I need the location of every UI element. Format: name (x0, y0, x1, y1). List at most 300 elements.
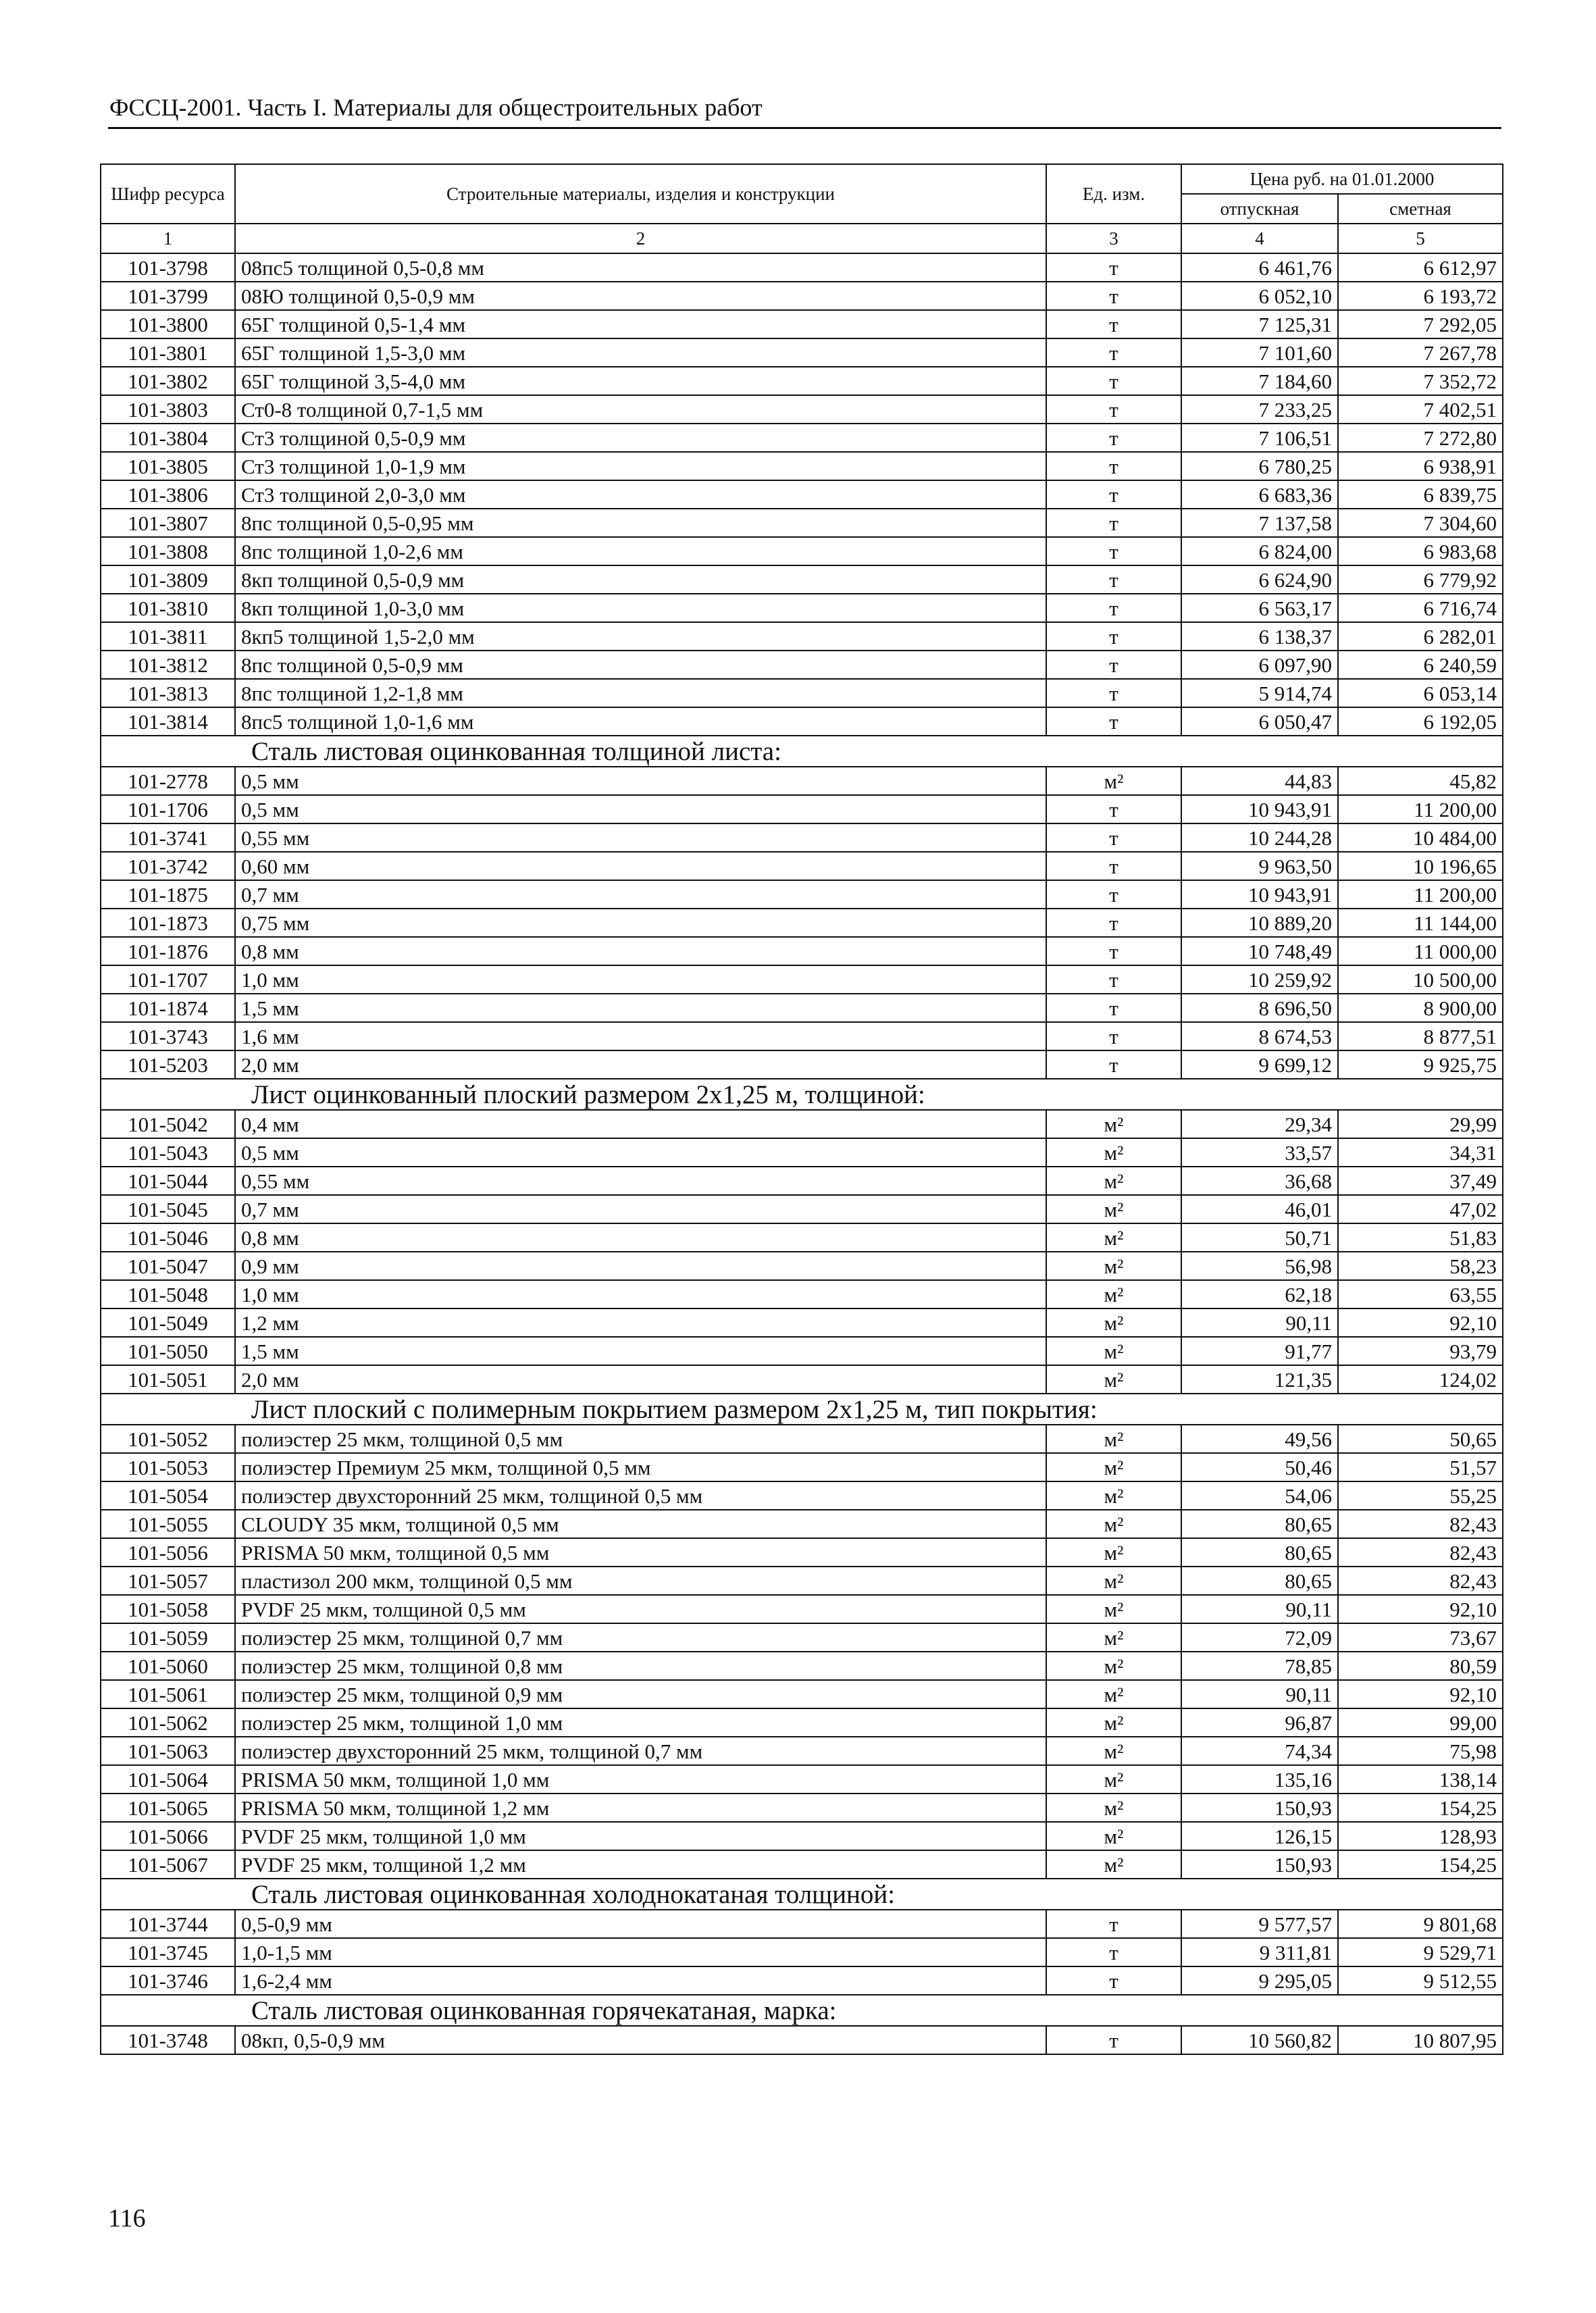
material-name: CLOUDY 35 мкм, толщиной 0,5 мм (235, 1510, 1046, 1538)
release-price: 6 563,17 (1181, 594, 1338, 622)
resource-code: 101-5051 (101, 1365, 235, 1394)
estimate-price: 9 512,55 (1338, 1966, 1503, 1995)
unit-cell: м² (1046, 1567, 1181, 1595)
resource-code: 101-5053 (101, 1453, 235, 1481)
estimate-price: 93,79 (1338, 1337, 1503, 1365)
resource-code: 101-5060 (101, 1652, 235, 1680)
estimate-price: 75,98 (1338, 1737, 1503, 1765)
release-price: 46,01 (1181, 1195, 1338, 1223)
estimate-price: 63,55 (1338, 1280, 1503, 1308)
unit-cell: т (1046, 509, 1181, 537)
resource-code: 101-3802 (101, 367, 235, 395)
material-name: 0,4 мм (235, 1110, 1046, 1138)
table-row (101, 1708, 1503, 1737)
release-price: 121,35 (1181, 1365, 1338, 1394)
estimate-price: 92,10 (1338, 1308, 1503, 1337)
header-unit: Ед. изм. (1046, 164, 1181, 224)
table-row (101, 1850, 1503, 1879)
estimate-price: 58,23 (1338, 1252, 1503, 1280)
resource-code: 101-5056 (101, 1538, 235, 1567)
release-price: 6 097,90 (1181, 651, 1338, 679)
table-row (101, 1680, 1503, 1708)
material-name: 0,7 мм (235, 880, 1046, 909)
release-price: 50,71 (1181, 1223, 1338, 1252)
release-price: 80,65 (1181, 1510, 1338, 1538)
unit-cell: т (1046, 1966, 1181, 1995)
release-price: 7 125,31 (1181, 310, 1338, 338)
estimate-price: 80,59 (1338, 1652, 1503, 1680)
material-name: 0,5 мм (235, 767, 1046, 795)
material-name: полиэстер 25 мкм, толщиной 0,5 мм (235, 1425, 1046, 1453)
unit-cell: т (1046, 310, 1181, 338)
release-price: 29,34 (1181, 1110, 1338, 1138)
material-name: 8пс толщиной 1,0-2,6 мм (235, 537, 1046, 565)
material-name: Ст0-8 толщиной 0,7-1,5 мм (235, 395, 1046, 424)
unit-cell: м² (1046, 1765, 1181, 1794)
table-row (101, 707, 1503, 736)
group-heading: Лист плоский с полимерным покрытием размером 2х1,25 м, тип покрытия: (101, 1394, 1503, 1425)
release-price: 10 244,28 (1181, 823, 1338, 852)
estimate-price: 154,25 (1338, 1794, 1503, 1822)
release-price: 44,83 (1181, 767, 1338, 795)
resource-code: 101-3800 (101, 310, 235, 338)
unit-cell: т (1046, 852, 1181, 880)
table-row (101, 395, 1503, 424)
header-release: отпускная (1181, 194, 1338, 224)
release-price: 9 963,50 (1181, 852, 1338, 880)
resource-code: 101-5045 (101, 1195, 235, 1223)
release-price: 50,46 (1181, 1453, 1338, 1481)
estimate-price: 6 612,97 (1338, 253, 1503, 282)
unit-cell: м² (1046, 1652, 1181, 1680)
estimate-price: 9 529,71 (1338, 1938, 1503, 1966)
resource-code: 101-3804 (101, 424, 235, 452)
resource-code: 101-5054 (101, 1481, 235, 1510)
resource-code: 101-3812 (101, 651, 235, 679)
resource-code: 101-5057 (101, 1567, 235, 1595)
release-price: 9 699,12 (1181, 1050, 1338, 1079)
estimate-price: 7 304,60 (1338, 509, 1503, 537)
release-price: 7 184,60 (1181, 367, 1338, 395)
estimate-price: 29,99 (1338, 1110, 1503, 1138)
unit-cell: т (1046, 452, 1181, 480)
unit-cell: т (1046, 282, 1181, 310)
material-name: PRISMA 50 мкм, толщиной 1,2 мм (235, 1794, 1046, 1822)
material-name: 1,0 мм (235, 1280, 1046, 1308)
resource-code: 101-5065 (101, 1794, 235, 1822)
estimate-price: 34,31 (1338, 1138, 1503, 1167)
resource-code: 101-5050 (101, 1337, 235, 1365)
material-name: полиэстер Премиум 25 мкм, толщиной 0,5 мм (235, 1453, 1046, 1481)
resource-code: 101-3744 (101, 1910, 235, 1938)
estimate-price: 6 983,68 (1338, 537, 1503, 565)
resource-code: 101-2778 (101, 767, 235, 795)
unit-cell: т (1046, 622, 1181, 651)
resource-code: 101-1707 (101, 965, 235, 994)
material-name: 2,0 мм (235, 1050, 1046, 1079)
estimate-price: 82,43 (1338, 1567, 1503, 1595)
release-price: 150,93 (1181, 1850, 1338, 1879)
table-row (101, 1138, 1503, 1167)
table-row (101, 1425, 1503, 1453)
table-row (101, 1765, 1503, 1794)
release-price: 49,56 (1181, 1425, 1338, 1453)
estimate-price: 82,43 (1338, 1538, 1503, 1567)
release-price: 8 674,53 (1181, 1022, 1338, 1050)
resource-code: 101-3813 (101, 679, 235, 707)
estimate-price: 6 779,92 (1338, 565, 1503, 594)
resource-code: 101-5042 (101, 1110, 235, 1138)
resource-code: 101-5052 (101, 1425, 235, 1453)
unit-cell: т (1046, 965, 1181, 994)
unit-cell: т (1046, 424, 1181, 452)
release-price: 9 295,05 (1181, 1966, 1338, 1995)
release-price: 10 943,91 (1181, 795, 1338, 823)
unit-cell: т (1046, 338, 1181, 367)
table-row (101, 1510, 1503, 1538)
estimate-price: 9 925,75 (1338, 1050, 1503, 1079)
table-row (101, 1966, 1503, 1995)
unit-cell: м² (1046, 1595, 1181, 1623)
table-row (101, 965, 1503, 994)
table-row (101, 594, 1503, 622)
unit-cell: т (1046, 707, 1181, 736)
header-code: Шифр ресурса (101, 164, 235, 224)
table-row (101, 823, 1503, 852)
table-row (101, 1110, 1503, 1138)
release-price: 8 696,50 (1181, 994, 1338, 1022)
material-name: полиэстер двухсторонний 25 мкм, толщиной 0,5 мм (235, 1481, 1046, 1510)
release-price: 7 137,58 (1181, 509, 1338, 537)
group-heading-row (101, 1394, 1503, 1425)
resource-code: 101-3807 (101, 509, 235, 537)
table-row (101, 253, 1503, 282)
resource-code: 101-3811 (101, 622, 235, 651)
header-rule (108, 127, 1501, 129)
resource-code: 101-3743 (101, 1022, 235, 1050)
material-name: 0,7 мм (235, 1195, 1046, 1223)
material-name: 8кп5 толщиной 1,5-2,0 мм (235, 622, 1046, 651)
release-price: 90,11 (1181, 1308, 1338, 1337)
estimate-price: 138,14 (1338, 1765, 1503, 1794)
table-row (101, 1453, 1503, 1481)
release-price: 33,57 (1181, 1138, 1338, 1167)
unit-cell: т (1046, 795, 1181, 823)
release-price: 150,93 (1181, 1794, 1338, 1822)
material-name: пластизол 200 мкм, толщиной 0,5 мм (235, 1567, 1046, 1595)
resource-code: 101-5067 (101, 1850, 235, 1879)
release-price: 6 780,25 (1181, 452, 1338, 480)
material-name: PVDF 25 мкм, толщиной 1,2 мм (235, 1850, 1046, 1879)
table-row (101, 622, 1503, 651)
column-number: 3 (1046, 224, 1181, 253)
material-name: 08Ю толщиной 0,5-0,9 мм (235, 282, 1046, 310)
table-row (101, 424, 1503, 452)
unit-cell: т (1046, 565, 1181, 594)
estimate-price: 37,49 (1338, 1167, 1503, 1195)
material-name: 0,75 мм (235, 909, 1046, 937)
table-row (101, 795, 1503, 823)
estimate-price: 6 193,72 (1338, 282, 1503, 310)
unit-cell: м² (1046, 1850, 1181, 1879)
group-heading: Сталь листовая оцинкованная холоднокатаная толщиной: (101, 1879, 1503, 1910)
resource-code: 101-5048 (101, 1280, 235, 1308)
table-row (101, 1910, 1503, 1938)
resource-code: 101-5046 (101, 1223, 235, 1252)
estimate-price: 8 877,51 (1338, 1022, 1503, 1050)
material-name: 1,0 мм (235, 965, 1046, 994)
estimate-price: 92,10 (1338, 1680, 1503, 1708)
estimate-price: 8 900,00 (1338, 994, 1503, 1022)
table-row (101, 452, 1503, 480)
estimate-price: 6 716,74 (1338, 594, 1503, 622)
material-name: 0,55 мм (235, 1167, 1046, 1195)
unit-cell: т (1046, 1050, 1181, 1079)
estimate-price: 124,02 (1338, 1365, 1503, 1394)
unit-cell: т (1046, 367, 1181, 395)
material-name: полиэстер 25 мкм, толщиной 0,8 мм (235, 1652, 1046, 1680)
unit-cell: т (1046, 537, 1181, 565)
resource-code: 101-3808 (101, 537, 235, 565)
release-price: 91,77 (1181, 1337, 1338, 1365)
release-price: 10 259,92 (1181, 965, 1338, 994)
unit-cell: м² (1046, 1538, 1181, 1567)
resource-code: 101-5058 (101, 1595, 235, 1623)
unit-cell: м² (1046, 1138, 1181, 1167)
unit-cell: м² (1046, 1280, 1181, 1308)
material-name: 8пс5 толщиной 1,0-1,6 мм (235, 707, 1046, 736)
unit-cell: т (1046, 253, 1181, 282)
estimate-price: 6 839,75 (1338, 480, 1503, 509)
table-row (101, 937, 1503, 965)
table-row (101, 282, 1503, 310)
release-price: 7 106,51 (1181, 424, 1338, 452)
release-price: 6 052,10 (1181, 282, 1338, 310)
material-name: 8пс толщиной 0,5-0,9 мм (235, 651, 1046, 679)
release-price: 90,11 (1181, 1595, 1338, 1623)
header-estimate: сметная (1338, 194, 1503, 224)
table-row (101, 1822, 1503, 1850)
table-row (101, 480, 1503, 509)
unit-cell: т (1046, 594, 1181, 622)
resource-code: 101-1875 (101, 880, 235, 909)
unit-cell: м² (1046, 1481, 1181, 1510)
release-price: 6 824,00 (1181, 537, 1338, 565)
release-price: 135,16 (1181, 1765, 1338, 1794)
table-row (101, 1595, 1503, 1623)
unit-cell: м² (1046, 1708, 1181, 1737)
table-row (101, 1308, 1503, 1337)
page-number: 116 (108, 2204, 146, 2233)
release-price: 72,09 (1181, 1623, 1338, 1652)
table-row (101, 1337, 1503, 1365)
estimate-price: 51,57 (1338, 1453, 1503, 1481)
page-header: ФССЦ-2001. Часть I. Материалы для общестроительных работ (109, 94, 763, 121)
resource-code: 101-3799 (101, 282, 235, 310)
resource-code: 101-5044 (101, 1167, 235, 1195)
resource-code: 101-5064 (101, 1765, 235, 1794)
table-row (101, 2026, 1503, 2054)
material-name: PRISMA 50 мкм, толщиной 1,0 мм (235, 1765, 1046, 1794)
unit-cell: т (1046, 1910, 1181, 1938)
resource-code: 101-3814 (101, 707, 235, 736)
table-row (101, 880, 1503, 909)
estimate-price: 6 282,01 (1338, 622, 1503, 651)
material-name: полиэстер 25 мкм, толщиной 0,7 мм (235, 1623, 1046, 1652)
estimate-price: 99,00 (1338, 1708, 1503, 1737)
estimate-price: 6 938,91 (1338, 452, 1503, 480)
unit-cell: м² (1046, 1308, 1181, 1337)
estimate-price: 10 484,00 (1338, 823, 1503, 852)
estimate-price: 11 000,00 (1338, 937, 1503, 965)
table-row (101, 367, 1503, 395)
table-row (101, 1252, 1503, 1280)
resource-code: 101-3748 (101, 2026, 235, 2054)
unit-cell: т (1046, 994, 1181, 1022)
resource-code: 101-5063 (101, 1737, 235, 1765)
release-price: 54,06 (1181, 1481, 1338, 1510)
estimate-price: 55,25 (1338, 1481, 1503, 1510)
resource-code: 101-1874 (101, 994, 235, 1022)
table-row (101, 994, 1503, 1022)
resource-code: 101-3810 (101, 594, 235, 622)
resource-code: 101-3805 (101, 452, 235, 480)
estimate-price: 47,02 (1338, 1195, 1503, 1223)
material-name: 8пс толщиной 0,5-0,95 мм (235, 509, 1046, 537)
resource-code: 101-3746 (101, 1966, 235, 1995)
release-price: 7 233,25 (1181, 395, 1338, 424)
estimate-price: 7 292,05 (1338, 310, 1503, 338)
table-row (101, 565, 1503, 594)
unit-cell: т (1046, 651, 1181, 679)
unit-cell: м² (1046, 1337, 1181, 1365)
material-name: 0,55 мм (235, 823, 1046, 852)
material-name: 0,9 мм (235, 1252, 1046, 1280)
column-number: 5 (1338, 224, 1503, 253)
release-price: 6 050,47 (1181, 707, 1338, 736)
estimate-price: 50,65 (1338, 1425, 1503, 1453)
estimate-price: 7 402,51 (1338, 395, 1503, 424)
unit-cell: т (1046, 679, 1181, 707)
material-name: 0,5 мм (235, 795, 1046, 823)
unit-cell: м² (1046, 1365, 1181, 1394)
resource-code: 101-5049 (101, 1308, 235, 1337)
release-price: 7 101,60 (1181, 338, 1338, 367)
estimate-price: 6 192,05 (1338, 707, 1503, 736)
unit-cell: т (1046, 480, 1181, 509)
unit-cell: т (1046, 909, 1181, 937)
estimate-price: 10 500,00 (1338, 965, 1503, 994)
group-heading: Лист оцинкованный плоский размером 2х1,25 м, толщиной: (101, 1079, 1503, 1110)
unit-cell: м² (1046, 1110, 1181, 1138)
resource-code: 101-1706 (101, 795, 235, 823)
resource-code: 101-1873 (101, 909, 235, 937)
estimate-price: 73,67 (1338, 1623, 1503, 1652)
unit-cell: м² (1046, 1623, 1181, 1652)
group-heading-row (101, 1079, 1503, 1110)
table-row (101, 1481, 1503, 1510)
material-name: полиэстер 25 мкм, толщиной 0,9 мм (235, 1680, 1046, 1708)
estimate-price: 92,10 (1338, 1595, 1503, 1623)
table-row (101, 537, 1503, 565)
material-name: 1,2 мм (235, 1308, 1046, 1337)
release-price: 36,68 (1181, 1167, 1338, 1195)
material-name: 08кп, 0,5-0,9 мм (235, 2026, 1046, 2054)
release-price: 80,65 (1181, 1567, 1338, 1595)
resource-code: 101-5062 (101, 1708, 235, 1737)
release-price: 80,65 (1181, 1538, 1338, 1567)
column-number: 4 (1181, 224, 1338, 253)
material-name: полиэстер двухсторонний 25 мкм, толщиной 0,7 мм (235, 1737, 1046, 1765)
estimate-price: 10 196,65 (1338, 852, 1503, 880)
column-number: 2 (235, 224, 1046, 253)
release-price: 6 624,90 (1181, 565, 1338, 594)
resource-code: 101-5066 (101, 1822, 235, 1850)
release-price: 74,34 (1181, 1737, 1338, 1765)
release-price: 10 748,49 (1181, 937, 1338, 965)
release-price: 78,85 (1181, 1652, 1338, 1680)
header-name: Строительные материалы, изделия и конструкции (235, 164, 1046, 224)
resource-code: 101-3801 (101, 338, 235, 367)
resource-code: 101-3809 (101, 565, 235, 594)
group-heading-row (101, 736, 1503, 767)
resource-code: 101-3806 (101, 480, 235, 509)
resource-code: 101-3741 (101, 823, 235, 852)
resource-code: 101-5059 (101, 1623, 235, 1652)
header-price: Цена руб. на 01.01.2000 (1181, 164, 1503, 194)
table-body (101, 253, 1503, 2054)
resource-code: 101-3798 (101, 253, 235, 282)
unit-cell: т (1046, 823, 1181, 852)
resource-code: 101-3803 (101, 395, 235, 424)
material-name: PVDF 25 мкм, толщиной 0,5 мм (235, 1595, 1046, 1623)
material-name: 08пс5 толщиной 0,5-0,8 мм (235, 253, 1046, 282)
material-name: PRISMA 50 мкм, толщиной 0,5 мм (235, 1538, 1046, 1567)
release-price: 126,15 (1181, 1822, 1338, 1850)
material-name: 0,8 мм (235, 1223, 1046, 1252)
release-price: 10 560,82 (1181, 2026, 1338, 2054)
release-price: 10 943,91 (1181, 880, 1338, 909)
table-row (101, 1280, 1503, 1308)
resource-code: 101-1876 (101, 937, 235, 965)
table-row (101, 1623, 1503, 1652)
release-price: 6 683,36 (1181, 480, 1338, 509)
release-price: 90,11 (1181, 1680, 1338, 1708)
group-heading-row (101, 1995, 1503, 2026)
resource-code: 101-3742 (101, 852, 235, 880)
material-name: 2,0 мм (235, 1365, 1046, 1394)
material-name: Ст3 толщиной 2,0-3,0 мм (235, 480, 1046, 509)
estimate-price: 45,82 (1338, 767, 1503, 795)
estimate-price: 51,83 (1338, 1223, 1503, 1252)
unit-cell: м² (1046, 1195, 1181, 1223)
table-row (101, 1050, 1503, 1079)
table-row (101, 338, 1503, 367)
estimate-price: 154,25 (1338, 1850, 1503, 1879)
group-heading-row (101, 1879, 1503, 1910)
material-name: 65Г толщиной 3,5-4,0 мм (235, 367, 1046, 395)
unit-cell: т (1046, 880, 1181, 909)
estimate-price: 11 200,00 (1338, 795, 1503, 823)
unit-cell: м² (1046, 1223, 1181, 1252)
estimate-price: 11 144,00 (1338, 909, 1503, 937)
unit-cell: м² (1046, 1794, 1181, 1822)
unit-cell: т (1046, 1938, 1181, 1966)
resource-code: 101-5047 (101, 1252, 235, 1280)
release-price: 10 889,20 (1181, 909, 1338, 937)
estimate-price: 7 352,72 (1338, 367, 1503, 395)
estimate-price: 6 240,59 (1338, 651, 1503, 679)
